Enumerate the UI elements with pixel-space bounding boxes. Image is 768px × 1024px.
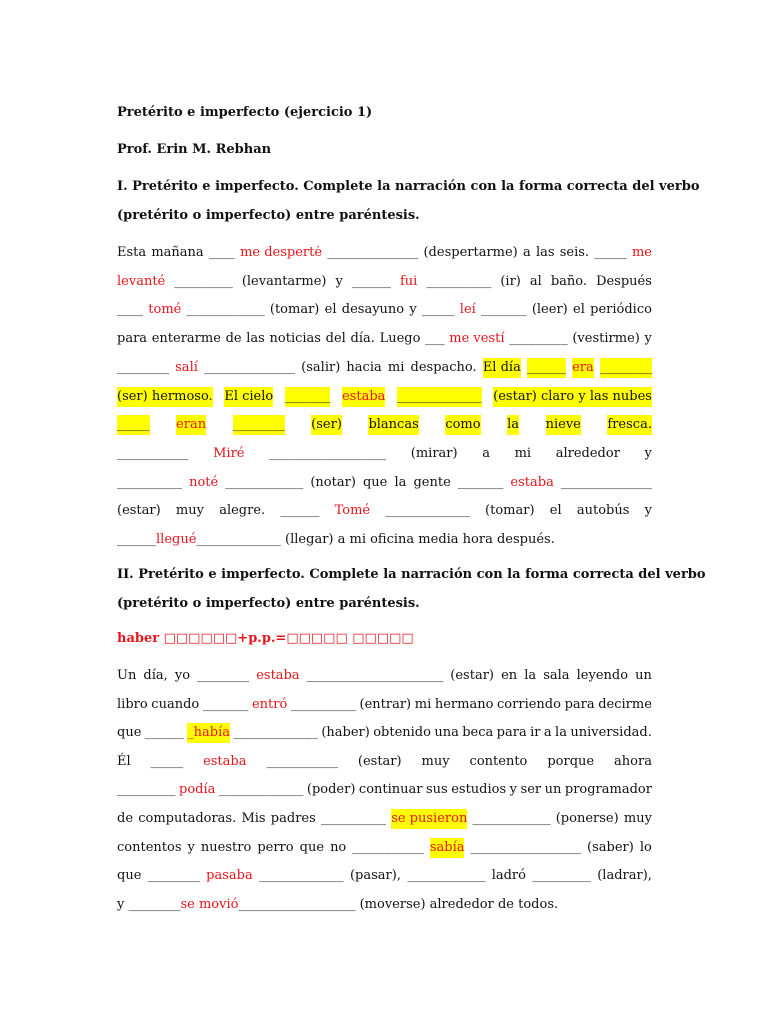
narration-text: enterarme: [151, 331, 221, 347]
narration-text: ________: [197, 668, 250, 683]
narration-text: y: [335, 273, 343, 289]
narration-text: _______: [285, 387, 331, 407]
section2-line: [117, 666, 652, 686]
narration-text: sus: [426, 782, 448, 798]
narration-text: ________: [147, 868, 200, 884]
answer-text: estaba: [256, 668, 300, 683]
answer-text: me: [631, 245, 652, 260]
narration-text: alegre.: [219, 503, 266, 519]
section2-red-heading: haber □□□□□□+p.p.=□□□□□ □□□□□: [117, 631, 414, 646]
answer-text: llegué: [156, 532, 197, 547]
narration-text: ____: [208, 245, 235, 260]
narration-text: despacho.: [410, 359, 477, 375]
narration-text: Mis: [241, 811, 266, 826]
answer-text: noté: [189, 474, 219, 490]
narration-text: perro: [257, 839, 294, 855]
section1-line: [117, 415, 652, 435]
narration-text: Un: [117, 668, 137, 683]
narration-text: (estar): [450, 668, 494, 683]
narration-text: y: [409, 302, 417, 318]
narration-text: noticias: [269, 331, 321, 347]
narration-text: (mirar): [410, 445, 458, 461]
narration-text: hacia: [346, 359, 382, 375]
section1-line: [117, 243, 652, 263]
section2-line: [117, 895, 558, 915]
narration-text: (despertarme): [423, 245, 518, 260]
narration-text: y: [509, 782, 518, 798]
narration-text: la: [555, 725, 567, 741]
narration-text: la: [394, 474, 407, 490]
narration-text: ____: [117, 302, 143, 318]
narration-text: _______: [202, 696, 249, 712]
narration-text: (salir): [301, 359, 341, 375]
answer-text: me vestí: [449, 331, 505, 347]
narration-text: _________________: [470, 839, 582, 855]
narration-text: ____________: [407, 868, 486, 884]
section2-line: [117, 695, 652, 715]
narration-text: (estar): [357, 753, 402, 769]
narration-text: autobús: [576, 503, 630, 519]
narration-text: ____________: [186, 302, 265, 318]
narration-text: _____: [150, 753, 184, 769]
narration-text: muy: [175, 503, 204, 519]
narration-text: a: [543, 725, 552, 741]
narration-text: mañana: [151, 245, 204, 260]
narration-text: El cielo: [224, 387, 273, 407]
narration-text: porque: [547, 753, 595, 769]
narration-text: baño.: [550, 273, 588, 289]
answer-text: estaba: [203, 753, 247, 769]
section2-heading-line1: II. Pretérito e imperfecto. Complete la narración con la forma correcta del verbo: [117, 567, 706, 582]
narration-text: ser: [520, 782, 542, 798]
narration-text: ______: [351, 273, 391, 289]
narration-text: que: [299, 839, 325, 855]
narration-text: _________: [117, 782, 176, 798]
narration-text: _________: [174, 273, 233, 289]
section2-line: [117, 838, 652, 858]
narration-text: __________: [290, 696, 356, 712]
section1-heading-line1: I. Pretérito e imperfecto. Complete la narración con la forma correcta del verbo: [117, 179, 700, 194]
narration-text: el: [549, 503, 562, 519]
narration-text: un: [544, 782, 562, 798]
narration-text: ladró: [491, 868, 526, 884]
narration-text: a: [482, 445, 490, 461]
narration-text: seis.: [559, 245, 590, 260]
narration-text: ________: [117, 359, 169, 375]
narration-text: __________: [117, 474, 182, 490]
narration-text: gente: [413, 474, 451, 490]
narration-text: __________________ (moverse) alrededor de todos.: [238, 896, 559, 912]
narration-text: _____________: [218, 782, 304, 798]
narration-text: padres: [270, 811, 316, 826]
answer-text: sabía: [430, 838, 465, 858]
narration-text: ____________: [472, 811, 551, 826]
narration-text: _____: [594, 245, 627, 260]
narration-text: _________: [509, 331, 568, 347]
narration-text: contentos: [117, 839, 182, 855]
section2-line: [117, 809, 652, 829]
narration-text: contento: [469, 753, 528, 769]
narration-text: alrededor: [555, 445, 620, 461]
narration-text: y ________: [117, 896, 181, 912]
answer-text: podía: [179, 782, 216, 798]
narration-text: __________: [426, 273, 492, 289]
narration-text: como: [445, 415, 480, 435]
answer-text: era: [572, 358, 594, 378]
narration-text: Él: [117, 753, 131, 769]
narration-text: programador: [564, 782, 652, 798]
narration-text: que: [117, 868, 142, 884]
answer-text: se movió: [180, 896, 239, 912]
narration-text: fresca.: [607, 415, 652, 435]
narration-text: __________: [320, 811, 386, 826]
narration-text: hermano: [434, 696, 494, 712]
narration-text: _____________: [233, 725, 318, 741]
narration-text: ___________: [352, 839, 424, 855]
section2-line: [117, 866, 652, 886]
narration-text: _______: [457, 474, 504, 490]
narration-text: nieve: [546, 415, 581, 435]
answer-text: leí: [459, 302, 476, 318]
narration-text: ________: [600, 358, 652, 378]
narration-text: (notar): [310, 474, 356, 490]
narration-text: nuestro: [200, 839, 252, 855]
narration-text: _____: [422, 302, 455, 318]
section1-line: [117, 329, 652, 349]
narration-text: mi: [514, 445, 532, 461]
narration-text: la: [524, 668, 537, 683]
answer-text: Miré: [213, 445, 245, 461]
narration-text: en: [501, 668, 518, 683]
narration-text: ir: [530, 725, 541, 741]
narration-text: ______________: [560, 474, 652, 490]
narration-text: (ponerse): [555, 811, 619, 826]
narration-text: una: [434, 725, 459, 741]
narration-text: decirme: [598, 696, 652, 712]
author-line: Prof. Erin M. Rebhan: [117, 142, 272, 157]
section1-line: [117, 530, 555, 550]
narration-text: ______: [527, 358, 566, 378]
answer-text: estaba: [510, 474, 554, 490]
section1-line: [117, 501, 652, 521]
document-title: Pretérito e imperfecto (ejercicio 1): [117, 105, 373, 120]
narration-text: el: [573, 302, 585, 318]
narration-text: _____________: [259, 868, 344, 884]
narration-text: desayuno: [341, 302, 405, 318]
answer-text: estaba: [342, 387, 385, 407]
section1-heading-line2: (pretérito o imperfecto) entre paréntesis.: [117, 208, 420, 223]
section2-heading-line2: (pretérito o imperfecto) entre paréntesis.: [117, 596, 420, 611]
narration-text: (ser): [311, 415, 342, 435]
section1-line: [117, 300, 652, 320]
narration-text: periódico: [590, 302, 652, 318]
answer-text: Tomé: [334, 503, 371, 519]
narration-text: mi: [414, 696, 432, 712]
section1-line: [117, 473, 652, 493]
narration-text: a: [522, 245, 531, 260]
narration-text: ______: [144, 725, 184, 741]
narration-text: muy: [623, 811, 652, 826]
answer-text: me despertė: [240, 245, 323, 260]
answer-text: fui: [399, 273, 418, 289]
narration-text: _________: [532, 868, 591, 884]
narration-text: (haber): [321, 725, 370, 741]
narration-text: del: [325, 331, 346, 347]
narration-text: las: [535, 245, 555, 260]
section1-line: [117, 444, 652, 464]
narration-text: (pasar),: [349, 868, 401, 884]
narration-text: (saber): [587, 839, 634, 855]
answer-text: tomé: [148, 302, 182, 318]
answer-text: pasaba: [206, 868, 253, 884]
narration-text: (entrar): [359, 696, 412, 712]
narration-text: (ser) hermoso.: [117, 387, 213, 407]
narration-text: y: [644, 503, 652, 519]
narration-text: las: [246, 331, 265, 347]
narration-text: ___________: [117, 445, 189, 461]
narration-text: (vestirme): [572, 331, 640, 347]
narration-text: leyendo: [576, 668, 629, 683]
narration-text: cuando: [151, 696, 200, 712]
narration-text: ____________: [225, 474, 304, 490]
answer-text: _había: [187, 723, 230, 743]
narration-text: (ladrar),: [597, 868, 652, 884]
narration-text: computadoras.: [138, 811, 237, 826]
narration-text: universidad.: [570, 725, 652, 741]
narration-text: ______: [280, 503, 320, 519]
narration-text: ______________: [327, 245, 419, 260]
narration-text: ______: [117, 532, 156, 547]
narration-text: ___________: [266, 753, 338, 769]
answer-text: entró: [251, 696, 288, 712]
narration-text: un: [635, 668, 652, 683]
narration-text: (poder): [306, 782, 356, 798]
narration-text: (leer): [531, 302, 568, 318]
narration-text: _____________: [385, 503, 470, 519]
narration-text: Esta: [117, 245, 147, 260]
narration-text: (tomar): [269, 302, 320, 318]
narration-text: ___: [425, 331, 445, 347]
narration-text: yo: [174, 668, 191, 683]
narration-text: ______________: [204, 359, 296, 375]
narration-text: corriendo: [497, 696, 561, 712]
narration-text: ________: [233, 415, 285, 435]
narration-text: día,: [143, 668, 168, 683]
narration-text: lo: [639, 839, 652, 855]
section1-line: [117, 272, 652, 292]
answer-text: se pusieron: [391, 809, 467, 829]
narration-text: continuar: [358, 782, 423, 798]
narration-text: _____________: [397, 387, 482, 407]
narration-text: (estar): [117, 503, 161, 519]
answer-text: eran: [176, 415, 206, 435]
narration-text: Después: [596, 273, 652, 289]
narration-text: de: [225, 331, 242, 347]
answer-text: salí: [175, 359, 198, 375]
section1-line: [117, 387, 652, 407]
narration-text: sala: [543, 668, 570, 683]
narration-text: mi: [387, 359, 405, 375]
narration-text: (levantarme): [241, 273, 327, 289]
narration-text: _______: [481, 302, 527, 318]
answer-text: levanté: [117, 273, 166, 289]
narration-text: y: [187, 839, 195, 855]
narration-text: al: [529, 273, 542, 289]
narration-text: Luego: [379, 331, 421, 347]
narration-text: (tomar): [485, 503, 535, 519]
section2-line: [117, 780, 652, 800]
narration-text: _____________________: [306, 668, 444, 683]
section2-line: [117, 752, 652, 772]
narration-text: _____________ (llegar) a mi oficina media hora después.: [196, 532, 555, 547]
narration-text: obtenido: [373, 725, 431, 741]
narration-text: que: [362, 474, 388, 490]
narration-text: para: [496, 725, 527, 741]
narration-text: la: [507, 415, 519, 435]
narration-text: libro: [117, 696, 148, 712]
narration-text: y: [644, 331, 652, 347]
narration-text: __________________: [269, 445, 387, 461]
narration-text: ahora: [614, 753, 652, 769]
narration-text: día.: [350, 331, 375, 347]
narration-text: beca: [462, 725, 494, 741]
section2-line: [117, 723, 652, 743]
section1-line: [117, 358, 652, 378]
narration-text: (estar) claro y las nubes: [493, 387, 652, 407]
narration-text: no: [330, 839, 347, 855]
narration-text: de: [117, 811, 134, 826]
narration-text: el: [324, 302, 337, 318]
narration-text: para: [117, 331, 148, 347]
narration-text: para: [564, 696, 595, 712]
narration-text: blancas: [368, 415, 418, 435]
narration-text: El día: [483, 358, 521, 378]
narration-text: y: [644, 445, 652, 461]
narration-text: (ir): [500, 273, 521, 289]
narration-text: muy: [421, 753, 450, 769]
narration-text: _____: [117, 415, 150, 435]
narration-text: estudios: [451, 782, 507, 798]
narration-text: que: [117, 725, 142, 741]
